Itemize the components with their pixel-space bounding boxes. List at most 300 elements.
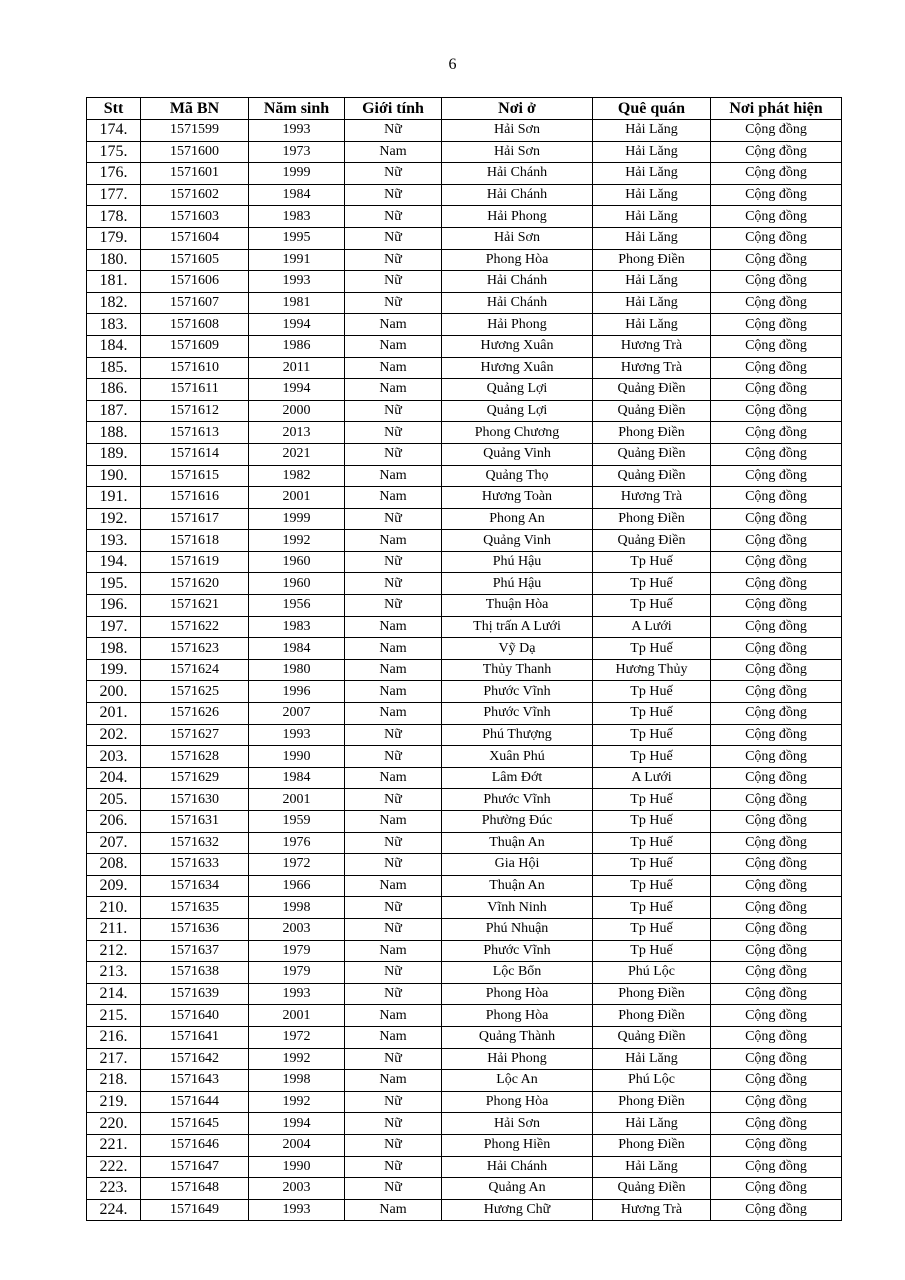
cell-residence: Phú Hậu bbox=[442, 573, 593, 595]
cell-hometown: Hương Trà bbox=[593, 487, 711, 509]
cell-residence: Hải Sơn bbox=[442, 141, 593, 163]
cell-detection-place: Cộng đồng bbox=[711, 551, 842, 573]
cell-patient-id: 1571627 bbox=[141, 724, 249, 746]
table-row bbox=[87, 379, 842, 401]
cell-detection-place: Cộng đồng bbox=[711, 854, 842, 876]
cell-patient-id: 1571634 bbox=[141, 875, 249, 897]
cell-stt: 213. bbox=[87, 962, 141, 984]
cell-birth-year: 2001 bbox=[249, 1005, 345, 1027]
cell-gender: Nữ bbox=[345, 854, 442, 876]
cell-stt: 189. bbox=[87, 443, 141, 465]
cell-birth-year: 1992 bbox=[249, 530, 345, 552]
cell-birth-year: 1994 bbox=[249, 1113, 345, 1135]
cell-gender: Nữ bbox=[345, 206, 442, 228]
cell-detection-place: Cộng đồng bbox=[711, 120, 842, 142]
table-row bbox=[87, 487, 842, 509]
cell-detection-place: Cộng đồng bbox=[711, 508, 842, 530]
cell-stt: 222. bbox=[87, 1156, 141, 1178]
cell-hometown: Phong Điền bbox=[593, 983, 711, 1005]
cell-birth-year: 1992 bbox=[249, 1048, 345, 1070]
cell-detection-place: Cộng đồng bbox=[711, 897, 842, 919]
cell-patient-id: 1571606 bbox=[141, 271, 249, 293]
cell-birth-year: 1993 bbox=[249, 983, 345, 1005]
cell-stt: 216. bbox=[87, 1026, 141, 1048]
cell-detection-place: Cộng đồng bbox=[711, 659, 842, 681]
cell-residence: Phú Hậu bbox=[442, 551, 593, 573]
cell-detection-place: Cộng đồng bbox=[711, 400, 842, 422]
cell-residence: Hương Xuân bbox=[442, 357, 593, 379]
cell-hometown: Phong Điền bbox=[593, 1091, 711, 1113]
header-residence: Nơi ở bbox=[442, 98, 593, 120]
cell-patient-id: 1571643 bbox=[141, 1070, 249, 1092]
cell-hometown: Hải Lăng bbox=[593, 1156, 711, 1178]
cell-hometown: Phong Điền bbox=[593, 249, 711, 271]
cell-birth-year: 1983 bbox=[249, 206, 345, 228]
cell-patient-id: 1571617 bbox=[141, 508, 249, 530]
cell-hometown: Phong Điền bbox=[593, 422, 711, 444]
cell-hometown: Hải Lăng bbox=[593, 163, 711, 185]
cell-patient-id: 1571604 bbox=[141, 227, 249, 249]
cell-patient-id: 1571615 bbox=[141, 465, 249, 487]
cell-gender: Nam bbox=[345, 1005, 442, 1027]
cell-hometown: Hải Lăng bbox=[593, 314, 711, 336]
cell-gender: Nữ bbox=[345, 184, 442, 206]
table-row bbox=[87, 314, 842, 336]
cell-hometown: Tp Huế bbox=[593, 595, 711, 617]
table-row bbox=[87, 1178, 842, 1200]
cell-detection-place: Cộng đồng bbox=[711, 271, 842, 293]
cell-stt: 203. bbox=[87, 746, 141, 768]
cell-gender: Nữ bbox=[345, 271, 442, 293]
table-row bbox=[87, 1199, 842, 1221]
cell-residence: Hương Xuân bbox=[442, 335, 593, 357]
table-row bbox=[87, 854, 842, 876]
table-row bbox=[87, 962, 842, 984]
cell-residence: Thị trấn A Lưới bbox=[442, 616, 593, 638]
cell-patient-id: 1571648 bbox=[141, 1178, 249, 1200]
cell-detection-place: Cộng đồng bbox=[711, 1178, 842, 1200]
cell-stt: 188. bbox=[87, 422, 141, 444]
cell-birth-year: 1990 bbox=[249, 1156, 345, 1178]
cell-stt: 218. bbox=[87, 1070, 141, 1092]
cell-birth-year: 1986 bbox=[249, 335, 345, 357]
page-number: 6 bbox=[448, 56, 457, 73]
cell-stt: 190. bbox=[87, 465, 141, 487]
cell-patient-id: 1571640 bbox=[141, 1005, 249, 1027]
cell-patient-id: 1571612 bbox=[141, 400, 249, 422]
cell-detection-place: Cộng đồng bbox=[711, 573, 842, 595]
table-row bbox=[87, 249, 842, 271]
cell-stt: 196. bbox=[87, 595, 141, 617]
cell-residence: Gia Hội bbox=[442, 854, 593, 876]
cell-patient-id: 1571616 bbox=[141, 487, 249, 509]
cell-detection-place: Cộng đồng bbox=[711, 530, 842, 552]
table-row bbox=[87, 659, 842, 681]
cell-stt: 195. bbox=[87, 573, 141, 595]
cell-detection-place: Cộng đồng bbox=[711, 789, 842, 811]
cell-detection-place: Cộng đồng bbox=[711, 983, 842, 1005]
cell-detection-place: Cộng đồng bbox=[711, 163, 842, 185]
table-row bbox=[87, 292, 842, 314]
cell-detection-place: Cộng đồng bbox=[711, 227, 842, 249]
cell-birth-year: 2001 bbox=[249, 487, 345, 509]
cell-patient-id: 1571623 bbox=[141, 638, 249, 660]
cell-hometown: Quảng Điền bbox=[593, 1026, 711, 1048]
cell-birth-year: 1981 bbox=[249, 292, 345, 314]
cell-detection-place: Cộng đồng bbox=[711, 1026, 842, 1048]
cell-residence: Phong Hòa bbox=[442, 1005, 593, 1027]
cell-birth-year: 1996 bbox=[249, 681, 345, 703]
cell-birth-year: 1994 bbox=[249, 314, 345, 336]
cell-gender: Nữ bbox=[345, 1048, 442, 1070]
cell-patient-id: 1571618 bbox=[141, 530, 249, 552]
cell-residence: Hương Toàn bbox=[442, 487, 593, 509]
cell-patient-id: 1571645 bbox=[141, 1113, 249, 1135]
cell-detection-place: Cộng đồng bbox=[711, 724, 842, 746]
cell-hometown: Phong Điền bbox=[593, 1134, 711, 1156]
cell-stt: 175. bbox=[87, 141, 141, 163]
cell-gender: Nam bbox=[345, 379, 442, 401]
cell-detection-place: Cộng đồng bbox=[711, 1113, 842, 1135]
cell-patient-id: 1571626 bbox=[141, 703, 249, 725]
cell-stt: 208. bbox=[87, 854, 141, 876]
cell-hometown: Hải Lăng bbox=[593, 206, 711, 228]
cell-birth-year: 1983 bbox=[249, 616, 345, 638]
cell-hometown: Quảng Điền bbox=[593, 530, 711, 552]
cell-patient-id: 1571601 bbox=[141, 163, 249, 185]
cell-detection-place: Cộng đồng bbox=[711, 767, 842, 789]
cell-hometown: Tp Huế bbox=[593, 789, 711, 811]
table-header bbox=[87, 98, 842, 120]
cell-hometown: Tp Huế bbox=[593, 573, 711, 595]
cell-birth-year: 1980 bbox=[249, 659, 345, 681]
cell-patient-id: 1571621 bbox=[141, 595, 249, 617]
cell-stt: 197. bbox=[87, 616, 141, 638]
cell-stt: 210. bbox=[87, 897, 141, 919]
cell-stt: 201. bbox=[87, 703, 141, 725]
cell-stt: 200. bbox=[87, 681, 141, 703]
table-row bbox=[87, 422, 842, 444]
cell-residence: Hải Chánh bbox=[442, 271, 593, 293]
cell-stt: 184. bbox=[87, 335, 141, 357]
cell-stt: 180. bbox=[87, 249, 141, 271]
cell-hometown: Hương Trà bbox=[593, 335, 711, 357]
cell-birth-year: 1991 bbox=[249, 249, 345, 271]
cell-gender: Nam bbox=[345, 681, 442, 703]
cell-hometown: Tp Huế bbox=[593, 832, 711, 854]
cell-hometown: Hải Lăng bbox=[593, 184, 711, 206]
cell-patient-id: 1571647 bbox=[141, 1156, 249, 1178]
cell-patient-id: 1571603 bbox=[141, 206, 249, 228]
cell-patient-id: 1571608 bbox=[141, 314, 249, 336]
cell-patient-id: 1571633 bbox=[141, 854, 249, 876]
cell-patient-id: 1571635 bbox=[141, 897, 249, 919]
cell-hometown: Quảng Điền bbox=[593, 379, 711, 401]
cell-stt: 176. bbox=[87, 163, 141, 185]
cell-gender: Nam bbox=[345, 1026, 442, 1048]
cell-patient-id: 1571610 bbox=[141, 357, 249, 379]
cell-detection-place: Cộng đồng bbox=[711, 1070, 842, 1092]
table-row bbox=[87, 918, 842, 940]
cell-stt: 224. bbox=[87, 1199, 141, 1221]
cell-detection-place: Cộng đồng bbox=[711, 206, 842, 228]
cell-stt: 177. bbox=[87, 184, 141, 206]
cell-residence: Hải Sơn bbox=[442, 1113, 593, 1135]
cell-residence: Quảng Lợi bbox=[442, 379, 593, 401]
cell-patient-id: 1571638 bbox=[141, 962, 249, 984]
cell-stt: 199. bbox=[87, 659, 141, 681]
cell-stt: 217. bbox=[87, 1048, 141, 1070]
table-row bbox=[87, 443, 842, 465]
cell-gender: Nữ bbox=[345, 1134, 442, 1156]
cell-stt: 179. bbox=[87, 227, 141, 249]
cell-residence: Hải Chánh bbox=[442, 292, 593, 314]
cell-hometown: Tp Huế bbox=[593, 681, 711, 703]
cell-detection-place: Cộng đồng bbox=[711, 1156, 842, 1178]
cell-hometown: Phú Lộc bbox=[593, 962, 711, 984]
cell-gender: Nam bbox=[345, 616, 442, 638]
cell-detection-place: Cộng đồng bbox=[711, 184, 842, 206]
cell-residence: Hải Chánh bbox=[442, 1156, 593, 1178]
cell-gender: Nam bbox=[345, 811, 442, 833]
cell-stt: 221. bbox=[87, 1134, 141, 1156]
cell-birth-year: 2003 bbox=[249, 1178, 345, 1200]
cell-patient-id: 1571624 bbox=[141, 659, 249, 681]
cell-stt: 183. bbox=[87, 314, 141, 336]
cell-stt: 206. bbox=[87, 811, 141, 833]
cell-patient-id: 1571639 bbox=[141, 983, 249, 1005]
cell-detection-place: Cộng đồng bbox=[711, 1005, 842, 1027]
cell-patient-id: 1571642 bbox=[141, 1048, 249, 1070]
cell-residence: Phước Vĩnh bbox=[442, 789, 593, 811]
table-row bbox=[87, 141, 842, 163]
cell-hometown: Tp Huế bbox=[593, 897, 711, 919]
header-hometown: Quê quán bbox=[593, 98, 711, 120]
cell-residence: Hải Chánh bbox=[442, 163, 593, 185]
cell-patient-id: 1571637 bbox=[141, 940, 249, 962]
cell-hometown: Hải Lăng bbox=[593, 292, 711, 314]
cell-gender: Nữ bbox=[345, 724, 442, 746]
cell-birth-year: 1966 bbox=[249, 875, 345, 897]
cell-patient-id: 1571628 bbox=[141, 746, 249, 768]
cell-patient-id: 1571611 bbox=[141, 379, 249, 401]
cell-patient-id: 1571613 bbox=[141, 422, 249, 444]
cell-gender: Nữ bbox=[345, 918, 442, 940]
cell-detection-place: Cộng đồng bbox=[711, 422, 842, 444]
cell-stt: 193. bbox=[87, 530, 141, 552]
cell-detection-place: Cộng đồng bbox=[711, 1091, 842, 1113]
cell-detection-place: Cộng đồng bbox=[711, 681, 842, 703]
table-row bbox=[87, 767, 842, 789]
cell-birth-year: 1999 bbox=[249, 163, 345, 185]
table-row bbox=[87, 595, 842, 617]
cell-birth-year: 1998 bbox=[249, 897, 345, 919]
cell-stt: 219. bbox=[87, 1091, 141, 1113]
cell-gender: Nữ bbox=[345, 443, 442, 465]
cell-stt: 202. bbox=[87, 724, 141, 746]
cell-stt: 186. bbox=[87, 379, 141, 401]
cell-gender: Nữ bbox=[345, 573, 442, 595]
cell-patient-id: 1571649 bbox=[141, 1199, 249, 1221]
cell-birth-year: 1998 bbox=[249, 1070, 345, 1092]
cell-hometown: Tp Huế bbox=[593, 811, 711, 833]
cell-hometown: Phong Điền bbox=[593, 508, 711, 530]
cell-hometown: Hải Lăng bbox=[593, 227, 711, 249]
cell-stt: 214. bbox=[87, 983, 141, 1005]
cell-hometown: Tp Huế bbox=[593, 638, 711, 660]
cell-gender: Nữ bbox=[345, 983, 442, 1005]
cell-gender: Nữ bbox=[345, 746, 442, 768]
cell-hometown: Hải Lăng bbox=[593, 141, 711, 163]
cell-gender: Nam bbox=[345, 1199, 442, 1221]
cell-birth-year: 2007 bbox=[249, 703, 345, 725]
cell-patient-id: 1571632 bbox=[141, 832, 249, 854]
cell-residence: Thủy Thanh bbox=[442, 659, 593, 681]
cell-gender: Nam bbox=[345, 638, 442, 660]
cell-residence: Hải Sơn bbox=[442, 227, 593, 249]
cell-residence: Hải Sơn bbox=[442, 120, 593, 142]
cell-hometown: Tp Huế bbox=[593, 875, 711, 897]
cell-hometown: Tp Huế bbox=[593, 940, 711, 962]
cell-birth-year: 1994 bbox=[249, 379, 345, 401]
cell-gender: Nam bbox=[345, 465, 442, 487]
cell-birth-year: 2021 bbox=[249, 443, 345, 465]
header-patient-id: Mã BN bbox=[141, 98, 249, 120]
cell-residence: Quảng Vinh bbox=[442, 530, 593, 552]
table-row bbox=[87, 1026, 842, 1048]
table-row bbox=[87, 573, 842, 595]
table-row bbox=[87, 163, 842, 185]
cell-patient-id: 1571620 bbox=[141, 573, 249, 595]
cell-detection-place: Cộng đồng bbox=[711, 703, 842, 725]
cell-hometown: Hương Trà bbox=[593, 1199, 711, 1221]
cell-stt: 223. bbox=[87, 1178, 141, 1200]
cell-stt: 207. bbox=[87, 832, 141, 854]
cell-stt: 204. bbox=[87, 767, 141, 789]
cell-detection-place: Cộng đồng bbox=[711, 335, 842, 357]
cell-residence: Phong Hòa bbox=[442, 249, 593, 271]
cell-residence: Vĩnh Ninh bbox=[442, 897, 593, 919]
cell-patient-id: 1571602 bbox=[141, 184, 249, 206]
cell-residence: Phong Hiền bbox=[442, 1134, 593, 1156]
cell-residence: Hải Phong bbox=[442, 314, 593, 336]
cell-hometown: Phong Điền bbox=[593, 1005, 711, 1027]
cell-residence: Quảng Vinh bbox=[442, 443, 593, 465]
cell-patient-id: 1571600 bbox=[141, 141, 249, 163]
cell-hometown: Phú Lộc bbox=[593, 1070, 711, 1092]
cell-gender: Nữ bbox=[345, 249, 442, 271]
cell-gender: Nam bbox=[345, 703, 442, 725]
cell-gender: Nữ bbox=[345, 1091, 442, 1113]
cell-gender: Nam bbox=[345, 141, 442, 163]
cell-detection-place: Cộng đồng bbox=[711, 1199, 842, 1221]
cell-birth-year: 1993 bbox=[249, 120, 345, 142]
cell-residence: Phong Chương bbox=[442, 422, 593, 444]
cell-gender: Nam bbox=[345, 1070, 442, 1092]
cell-birth-year: 1993 bbox=[249, 724, 345, 746]
table-row bbox=[87, 206, 842, 228]
cell-hometown: Tp Huế bbox=[593, 551, 711, 573]
cell-detection-place: Cộng đồng bbox=[711, 141, 842, 163]
cell-birth-year: 1973 bbox=[249, 141, 345, 163]
cell-hometown: A Lưới bbox=[593, 767, 711, 789]
cell-gender: Nam bbox=[345, 875, 442, 897]
cell-stt: 212. bbox=[87, 940, 141, 962]
cell-birth-year: 2013 bbox=[249, 422, 345, 444]
cell-birth-year: 1960 bbox=[249, 573, 345, 595]
cell-stt: 185. bbox=[87, 357, 141, 379]
cell-hometown: Hương Thủy bbox=[593, 659, 711, 681]
cell-residence: Phước Vĩnh bbox=[442, 681, 593, 703]
cell-residence: Quảng Thành bbox=[442, 1026, 593, 1048]
table-row bbox=[87, 1048, 842, 1070]
header-detection-place: Nơi phát hiện bbox=[711, 98, 842, 120]
cell-gender: Nữ bbox=[345, 400, 442, 422]
cell-patient-id: 1571614 bbox=[141, 443, 249, 465]
table-row bbox=[87, 551, 842, 573]
cell-gender: Nam bbox=[345, 530, 442, 552]
table-row bbox=[87, 681, 842, 703]
table-row bbox=[87, 400, 842, 422]
cell-patient-id: 1571631 bbox=[141, 811, 249, 833]
cell-hometown: Tp Huế bbox=[593, 746, 711, 768]
table-row bbox=[87, 530, 842, 552]
cell-patient-id: 1571629 bbox=[141, 767, 249, 789]
cell-gender: Nam bbox=[345, 659, 442, 681]
cell-gender: Nam bbox=[345, 335, 442, 357]
table-row bbox=[87, 227, 842, 249]
cell-stt: 194. bbox=[87, 551, 141, 573]
cell-gender: Nữ bbox=[345, 1178, 442, 1200]
table-row bbox=[87, 811, 842, 833]
table-row bbox=[87, 1113, 842, 1135]
table-row bbox=[87, 1091, 842, 1113]
cell-detection-place: Cộng đồng bbox=[711, 379, 842, 401]
cell-patient-id: 1571625 bbox=[141, 681, 249, 703]
cell-patient-id: 1571599 bbox=[141, 120, 249, 142]
cell-birth-year: 1976 bbox=[249, 832, 345, 854]
cell-detection-place: Cộng đồng bbox=[711, 443, 842, 465]
cell-detection-place: Cộng đồng bbox=[711, 875, 842, 897]
cell-stt: 215. bbox=[87, 1005, 141, 1027]
cell-residence: Quảng Lợi bbox=[442, 400, 593, 422]
cell-residence: Xuân Phú bbox=[442, 746, 593, 768]
cell-gender: Nam bbox=[345, 767, 442, 789]
cell-birth-year: 1993 bbox=[249, 271, 345, 293]
cell-stt: 181. bbox=[87, 271, 141, 293]
cell-residence: Hương Chữ bbox=[442, 1199, 593, 1221]
patient-table bbox=[86, 97, 842, 1221]
table-row bbox=[87, 638, 842, 660]
cell-gender: Nữ bbox=[345, 1113, 442, 1135]
cell-detection-place: Cộng đồng bbox=[711, 811, 842, 833]
cell-patient-id: 1571619 bbox=[141, 551, 249, 573]
table-row bbox=[87, 357, 842, 379]
cell-gender: Nữ bbox=[345, 962, 442, 984]
cell-detection-place: Cộng đồng bbox=[711, 357, 842, 379]
cell-residence: Phong An bbox=[442, 508, 593, 530]
cell-residence: Vỹ Dạ bbox=[442, 638, 593, 660]
cell-residence: Phường Đúc bbox=[442, 811, 593, 833]
table-row bbox=[87, 465, 842, 487]
header-gender: Giới tính bbox=[345, 98, 442, 120]
cell-residence: Quảng An bbox=[442, 1178, 593, 1200]
table-row bbox=[87, 1156, 842, 1178]
cell-hometown: Quảng Điền bbox=[593, 1178, 711, 1200]
cell-gender: Nữ bbox=[345, 897, 442, 919]
cell-hometown: Hải Lăng bbox=[593, 120, 711, 142]
cell-residence: Thuận An bbox=[442, 832, 593, 854]
